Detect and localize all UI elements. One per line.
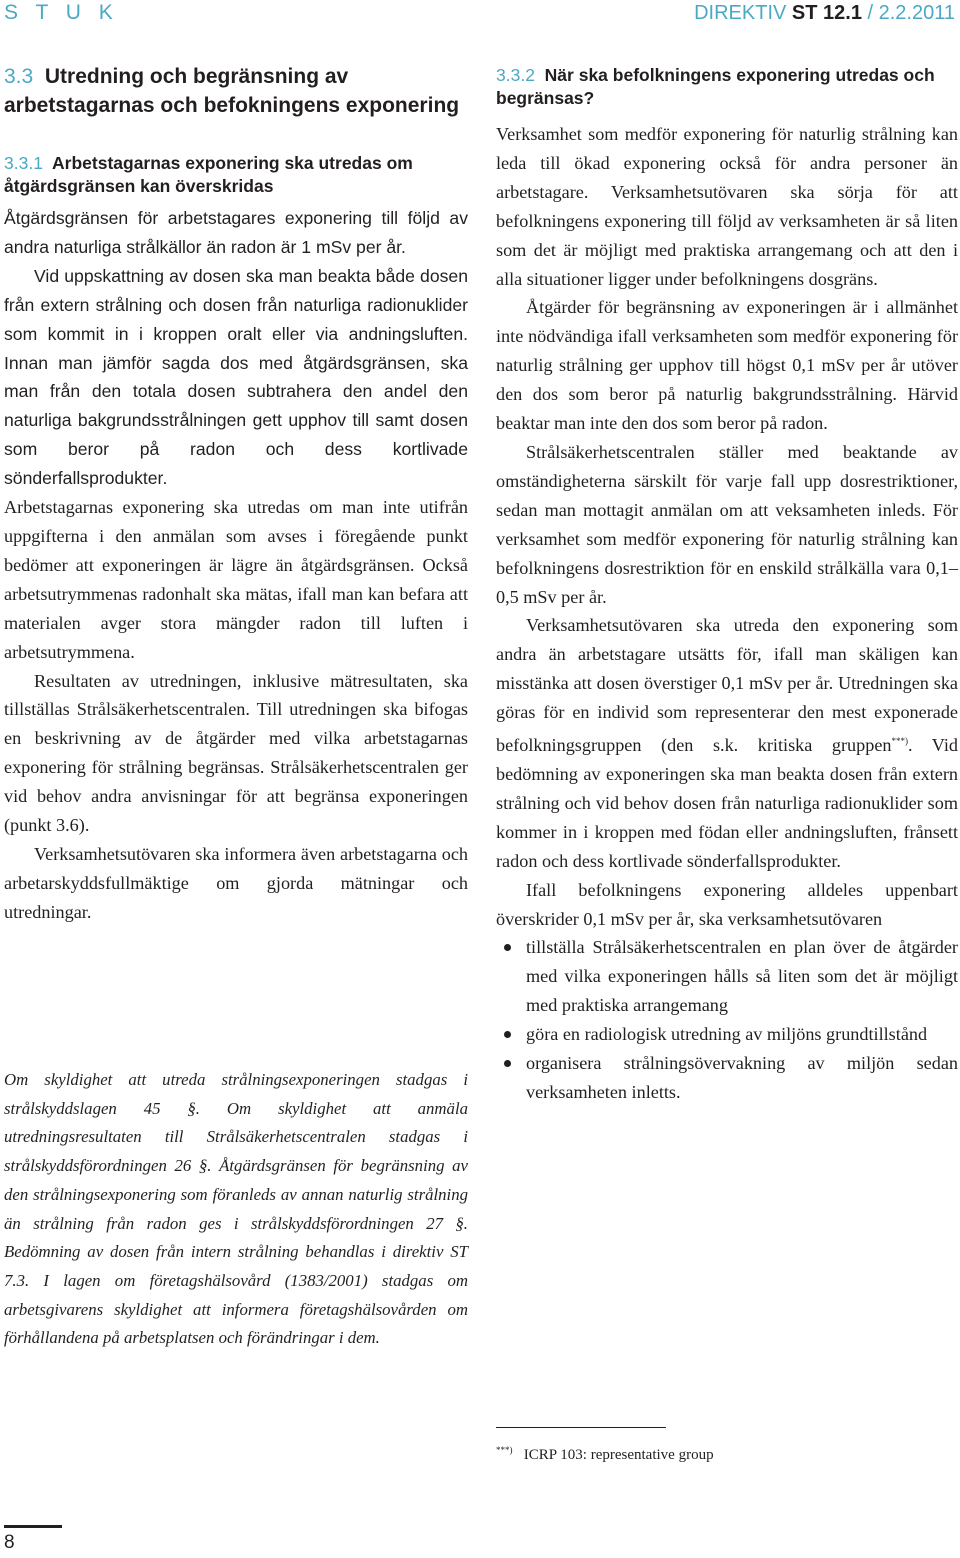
page-number: 8 bbox=[4, 1532, 15, 1553]
subsection-number: 3.3.2 bbox=[496, 65, 535, 85]
subsection-heading-332 bbox=[496, 64, 958, 110]
subsection-number: 3.3.1 bbox=[4, 153, 43, 173]
directive-code: ST 12.1 bbox=[791, 2, 862, 24]
right-body bbox=[496, 120, 958, 1107]
paragraph: Ifall befolkningens exponering alldeles uppenbart överskrider 0,1 mSv per år, ska verksamhetsutövaren bbox=[496, 879, 958, 929]
directive-prefix: DIREKTIV bbox=[694, 2, 792, 24]
paragraph: Arbetstagarnas exponering ska utredas om man inte utifrån uppgifterna i den anmälan som avses i föregående punkt bedömer att exponeringen är lägre än åtgärdsgränsen. Också arbetsutrymmenas radonhalt ska mätas, ifall man kan befara att materialen avger stora mängder radon till luften i arbetsutrymmena. bbox=[4, 497, 468, 662]
legal-note: Om skyldighet att utreda strålningsexponeringen stadgas i strålskyddslagen 45 §. Om skyldighet att anmäla utredningsresultaten till Strålsäkerhetscentralen stadgas i strålskyddsförordningen 26 §. Åtgärdsgränsen för begränsning av den strålningsexponering som föranleds av annan naturlig strålning än strålning från radon ges i strålskyddsförordningen 27 §. Bedömning av dosen från intern strålning behandlas i direktiv ST 7.3. I lagen om företagshälsovård (1383/2001) stadgas om arbetsgivarens skyldighet att informera företagshälsovården om förhållandena på arbetsplatsen och förändringar i dem. bbox=[4, 1070, 468, 1348]
footnote-separator bbox=[496, 1427, 666, 1428]
paragraph bbox=[496, 611, 958, 875]
stuk-logo-text: S T U K bbox=[4, 1, 119, 24]
paragraph: Verksamhet som medför exponering för naturlig strålning kan leda till ökad exponering också för andra personer än arbetstagare. Verksamhetsutövaren ska sörja för att befolkningens exponering till följd av verksamheten är så liten som det är möjligt med praktiska arrangemang och att den i alla situationer ligger under befolkningens dosgräns. bbox=[496, 124, 958, 289]
list-item bbox=[496, 1020, 958, 1049]
bullet-icon bbox=[504, 1060, 511, 1067]
left-body bbox=[4, 204, 468, 927]
paragraph: Strålsäkerhetscentralen ställer med beaktande av omständigheterna särskilt för varje fall upp dosrestriktioner, sedan man mottagit anmälan om att veksamheten inleds. För verksamhet som medför exponering för naturlig strålning kan befolkningens dosrestriktion för en enskild strålkälla vara 0,1–0,5 mSv per år. bbox=[496, 441, 958, 607]
bullet-list bbox=[496, 933, 958, 1106]
paragraph: Verksamhetsutövaren ska informera även arbetstagarna och arbetarskyddsfullmäktige om gjorda mätningar och utredningar. bbox=[4, 843, 468, 922]
section-title: Utredning och begränsning av arbetstagarnas och befokningens exponering bbox=[4, 65, 460, 117]
list-item bbox=[496, 933, 958, 1020]
section-number: 3.3 bbox=[4, 65, 34, 88]
paragraph: Åtgärder för begränsning av exponeringen är i allmänhet inte nödvändiga ifall verksamheten som medför exponering för naturlig strålning ger upphov till högst 0,1 mSv per år utöver den dos som beror på naturlig bakgrundsstrålning. Härvid beaktar man inte den dos som beror på radon. bbox=[496, 297, 958, 434]
list-item-text: tillställa Strålsäkerhetscentralen en plan över de åtgärder med vilka exponeringen hålls så liten som det är möjligt med praktiska arrangemang bbox=[526, 937, 958, 1016]
subsection-title: När ska befolkningens exponering utredas och begränsas? bbox=[496, 65, 935, 108]
subsection-title: Arbetstagarnas exponering ska utredas om åtgärdsgränsen kan överskridas bbox=[4, 153, 413, 196]
directive-date: / 2.2.2011 bbox=[861, 2, 955, 24]
list-item-text: göra en radiologisk utredning av miljöns grundtillstånd bbox=[526, 1024, 928, 1045]
directive-reference bbox=[694, 2, 955, 25]
footnote bbox=[496, 1440, 714, 1465]
list-item bbox=[496, 1049, 958, 1107]
paragraph-text: . Vid bedömning av exponeringen ska man beakta dosen från extern strålning och vid behov dosen från naturliga radionuklider som kommer in i kroppen med födan eller andningsluften, frånsett radon och dess kortlivade sönderfallsprodukter. bbox=[496, 735, 958, 871]
bullet-icon bbox=[504, 944, 511, 951]
paragraph: Vid uppskattning av dosen ska man beakta både dosen från extern strålning och dosen från naturliga radionuklider som kommit in i kroppen oralt eller via andningsluften. Innan man jämför sagda dos med åtgärdsgränsen, ska man från den totala dosen subtrahera den andel den naturliga bakgrundsstrålningen gett upphov till samt dosen som beror på radon och dess kortlivade sönderfallsprodukter. bbox=[4, 265, 468, 489]
footnote-text: ICRP 103: representative group bbox=[523, 1447, 714, 1463]
section-heading bbox=[4, 62, 468, 120]
paragraph-text: Verksamhetsutövaren ska utreda den exponering som andra än arbetstagare utsätts för, ifall man skäligen kan misstänka att dosen överstiger 0,1 mSv per år. Utredningen ska göras för en individ som representerar den mest exponerade befolkningsgruppen (den s.k. kritiska gruppen bbox=[496, 615, 958, 756]
paragraph: Resultaten av utredningen, inklusive mätresultaten, ska tillställas Strålsäkerhetscentralen. Till utredningen ska bifogas en beskrivning av de åtgärder med vilka arbetstagarnas exponering för strålning begränsas. Strålsäkerhetscentralen ger vid behov andra anvisningar för att begränsa exponeringen (punkt 3.6). bbox=[4, 670, 468, 836]
footnote-reference: ***) bbox=[891, 736, 909, 747]
footnote-mark: ***) bbox=[496, 1445, 513, 1455]
list-item-text: organisera strålningsövervakning av miljön sedan verksamheten inletts. bbox=[526, 1053, 958, 1102]
bullet-icon bbox=[504, 1031, 511, 1038]
paragraph: Åtgärdsgränsen för arbetstagares exponering till följd av andra naturliga strålkällor än radon är 1 mSv per år. bbox=[4, 208, 468, 257]
subsection-heading-331 bbox=[4, 152, 468, 198]
page-number-rule bbox=[4, 1525, 62, 1528]
page-header bbox=[0, 0, 960, 30]
